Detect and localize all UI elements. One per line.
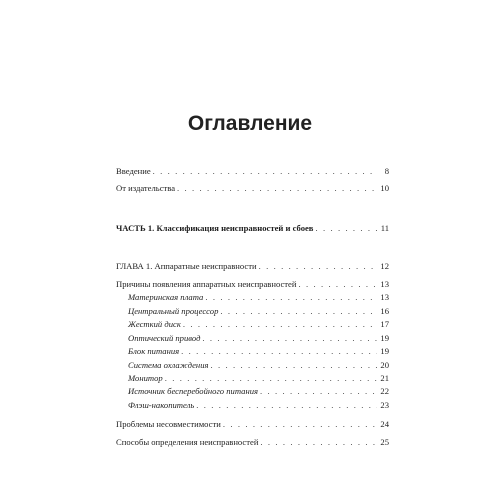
toc-entry-label: Система охлаждения [128, 360, 209, 370]
toc-entry-page: 10 [380, 183, 389, 193]
toc-entry-page: 19 [380, 346, 389, 356]
toc-leader-dots [259, 261, 377, 272]
toc-leader-dots [210, 360, 377, 371]
toc-entry-page: 23 [380, 400, 389, 410]
toc-leader-dots [298, 279, 377, 290]
toc-entry-label: Материнская плата [128, 292, 204, 302]
toc-subsection-entry [128, 319, 389, 330]
toc-subsection-entry [128, 360, 389, 371]
toc-entry-label: Блок питания [128, 346, 180, 356]
toc-entry-label: Монитор [128, 373, 163, 383]
toc-entry-label: Центральный процессор [128, 306, 219, 316]
toc-entry-page: 17 [380, 319, 389, 329]
toc-entry-label: Причины появления аппаратных неисправностей [116, 279, 297, 289]
toc-subsection-entry [128, 373, 389, 384]
toc-entry-page: 11 [380, 223, 389, 233]
toc-leader-dots [223, 419, 377, 430]
toc-leader-dots [220, 306, 377, 317]
toc-leader-dots [260, 437, 377, 448]
toc-entry-label: Жесткий диск [128, 319, 181, 329]
toc-entry-label: Оптический привод [128, 333, 201, 343]
toc-leader-dots [202, 333, 377, 344]
toc-subsection-entry [128, 333, 389, 344]
toc-leader-dots [196, 400, 377, 411]
toc-entry-page: 25 [380, 437, 389, 447]
toc-leader-dots [315, 223, 377, 234]
toc-leader-dots [260, 386, 377, 397]
toc-subsection-entry [128, 306, 389, 317]
toc-leader-dots [177, 183, 377, 194]
toc-entry-page: 16 [380, 306, 389, 316]
toc-entry-page: 13 [380, 279, 389, 289]
toc-section-entry [116, 437, 389, 448]
page-title: Оглавление [187, 112, 313, 135]
toc-entry-label: Введение [116, 166, 151, 176]
toc-leader-dots [183, 319, 377, 330]
toc-entry-label: ГЛАВА 1. Аппаратные неисправности [116, 261, 257, 271]
toc-subsection-entry [128, 292, 389, 303]
toc-leader-dots [165, 373, 377, 384]
toc-entry-page: 19 [380, 333, 389, 343]
toc-entry-label: Флэш-накопитель [128, 400, 195, 410]
toc-entry-page: 8 [384, 166, 389, 176]
toc-entry-page: 20 [380, 360, 389, 370]
toc-leader-dots [181, 346, 377, 357]
toc-entry-label: От издательства [116, 183, 176, 193]
toc-entry-page: 22 [380, 386, 389, 396]
toc-entry-page: 24 [380, 419, 389, 429]
toc-section-entry [116, 419, 389, 430]
toc-entry [116, 183, 389, 194]
toc-section-entry [116, 279, 389, 290]
toc-subsection-entry [128, 386, 389, 397]
toc-leader-dots [153, 166, 377, 177]
toc-entry-page: 21 [380, 373, 389, 383]
toc-leader-dots [205, 292, 377, 303]
toc-entry-page: 12 [380, 261, 389, 271]
toc-subsection-entry [128, 346, 389, 357]
toc-chapter-entry [116, 261, 389, 272]
toc-part-entry [116, 223, 389, 234]
toc-entry-label: Источник бесперебойного питания [128, 386, 258, 396]
toc-entry-page: 13 [380, 292, 389, 302]
toc-subsection-entry [128, 400, 389, 411]
toc-entry-label: ЧАСТЬ 1. Классификация неисправностей и сбоев [116, 223, 314, 233]
toc-entry-label: Проблемы несовместимости [116, 419, 221, 429]
toc-entry [116, 166, 389, 177]
toc-entry-label: Способы определения неисправностей [116, 437, 259, 447]
